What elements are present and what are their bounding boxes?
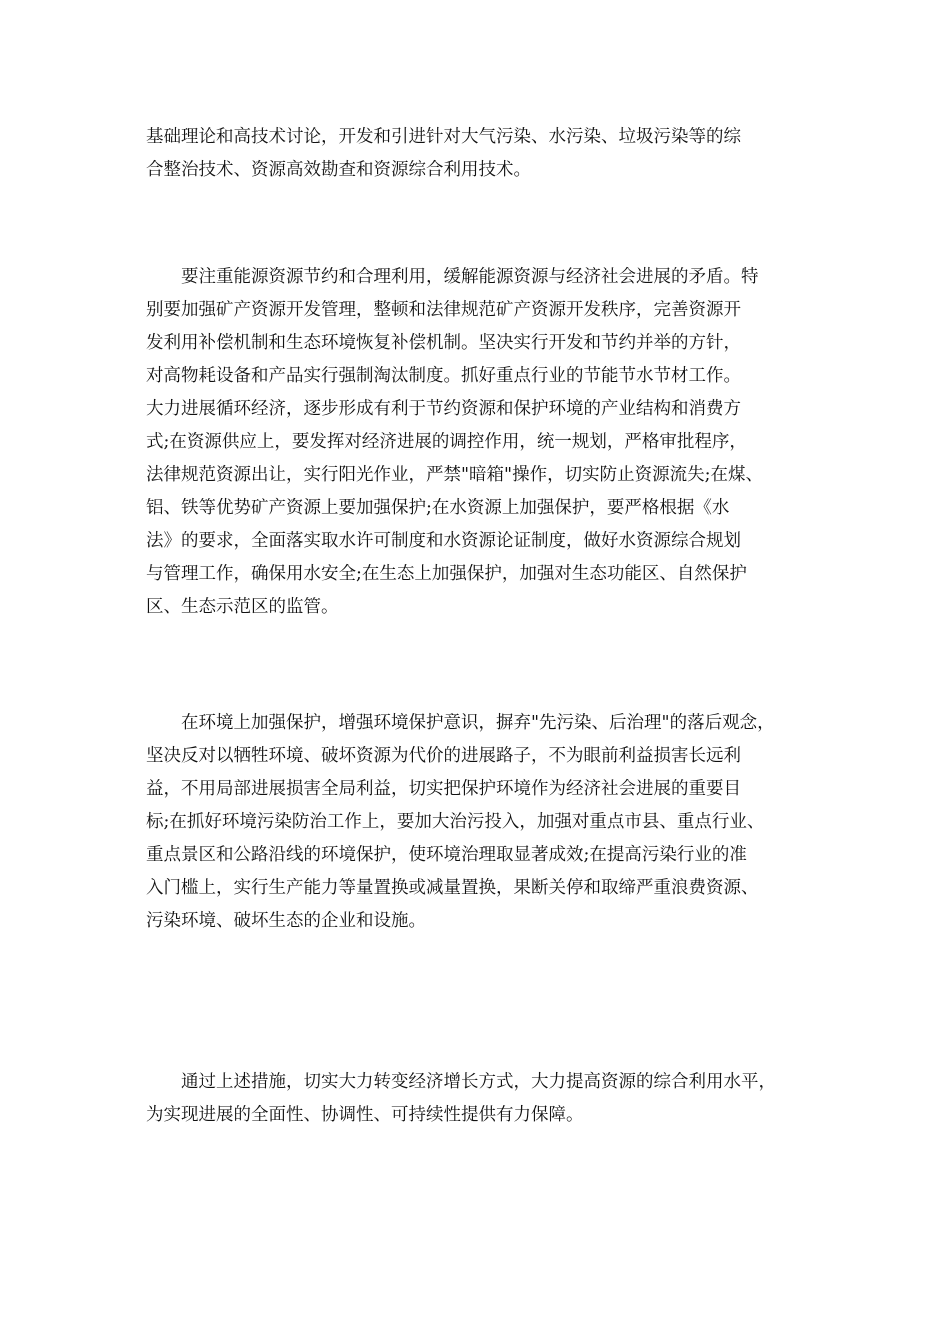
text-line: 入门槛上，实行生产能力等量置换或减量置换，果断关停和取缔严重浪费资源、: [146, 878, 759, 898]
text-line: 发利用补偿机制和生态环境恢复补偿机制。坚决实行开发和节约并举的方针，: [146, 333, 741, 353]
text-line: 重点景区和公路沿线的环境保护，使环境治理取显著成效;在提高污染行业的准: [146, 845, 747, 865]
text-line: 大力进展循环经济，逐步形成有利于节约资源和保护环境的产业结构和消费方: [146, 399, 741, 419]
paragraph-2: [146, 261, 806, 624]
text-line: 式;在资源供应上，要发挥对经济进展的调控作用，统一规划，严格审批程序，: [146, 432, 747, 452]
text-line: 别要加强矿产资源开发管理，整顿和法律规范矿产资源开发秩序，完善资源开: [146, 300, 741, 320]
text-line: 在环境上加强保护，增强环境保护意识，摒弃"先污染、后治理"的落后观念，: [146, 713, 775, 733]
text-line: 通过上述措施，切实大力转变经济增长方式，大力提高资源的综合利用水平，: [146, 1072, 776, 1092]
text-line: 与管理工作，确保用水安全;在生态上加强保护，加强对生态功能区、自然保护: [146, 564, 747, 584]
text-line: 标;在抓好环境污染防治工作上，要加大治污投入，加强对重点市县、重点行业、: [146, 812, 765, 832]
text-line: 区、生态示范区的监管。: [146, 597, 339, 617]
text-line: 法律规范资源出让，实行阳光作业，严禁"暗箱"操作，切实防止资源流失;在煤、: [146, 465, 763, 485]
text-line: 铝、铁等优势矿产资源上要加强保护;在水资源上加强保护，要严格根据《水: [146, 498, 730, 518]
text-line: 益，不用局部进展损害全局利益，切实把保护环境作为经济社会进展的重要目: [146, 779, 741, 799]
text-line: 为实现进展的全面性、协调性、可持续性提供有力保障。: [146, 1105, 584, 1125]
text-line: 基础理论和高技术讨论，开发和引进针对大气污染、水污染、垃圾污染等的综: [146, 127, 741, 147]
text-line: 对高物耗设备和产品实行强制淘汰制度。抓好重点行业的节能节水节材工作。: [146, 366, 741, 386]
paragraph-4: [146, 1066, 806, 1132]
text-line: 法》的要求，全面落实取水许可制度和水资源论证制度，做好水资源综合规划: [146, 531, 741, 551]
text-line: 要注重能源资源节约和合理利用，缓解能源资源与经济社会进展的矛盾。特: [146, 267, 759, 287]
text-line: 污染环境、破坏生态的企业和设施。: [146, 911, 426, 931]
text-line: 合整治技术、资源高效勘查和资源综合利用技术。: [146, 160, 531, 180]
text-line: 坚决反对以牺牲环境、破坏资源为代价的进展路子，不为眼前利益损害长远利: [146, 746, 741, 766]
paragraph-3: [146, 707, 806, 938]
paragraph-1: [146, 121, 806, 187]
